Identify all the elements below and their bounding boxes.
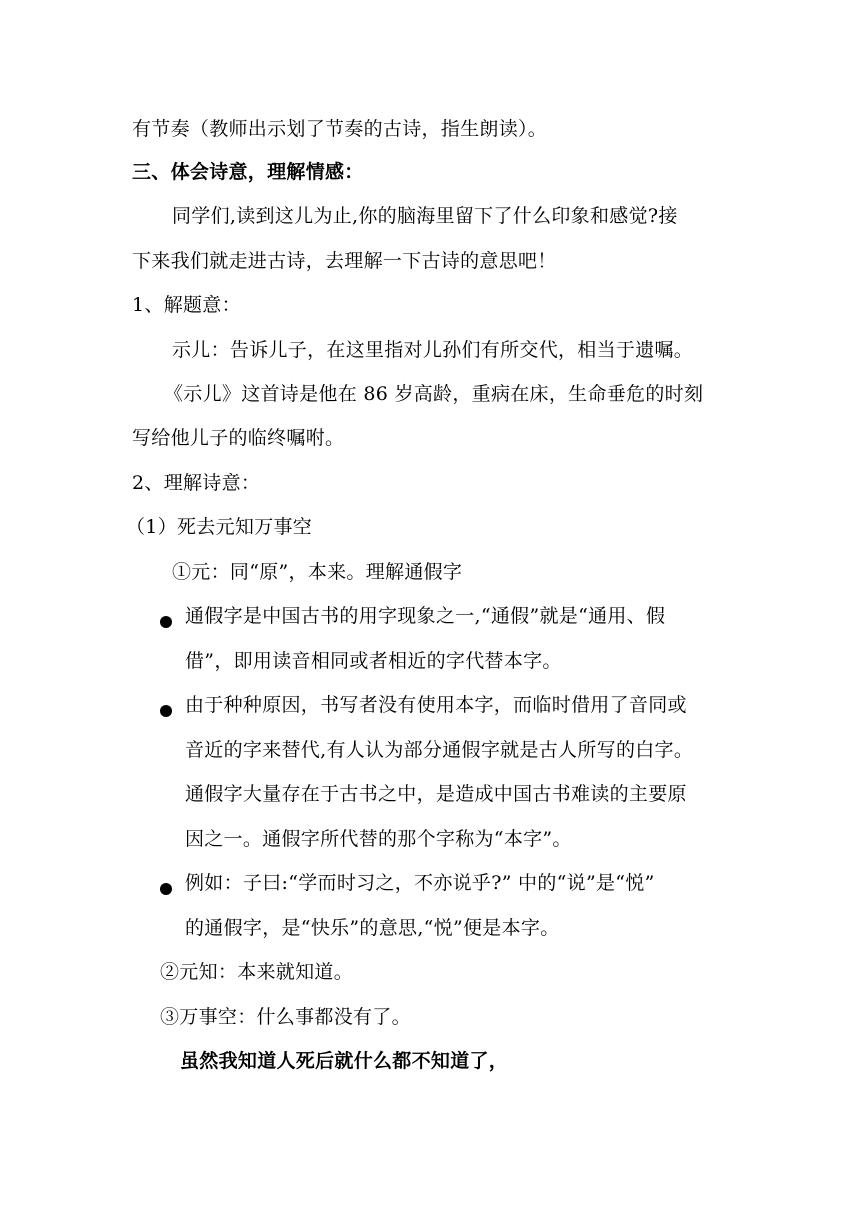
- bullet-icon: [160, 883, 172, 895]
- subheading-2: 2、理解诗意：: [132, 472, 261, 494]
- bullet-icon: [160, 705, 172, 717]
- bullet-text: 借”，即用读音相同或者相近的字代替本字。: [185, 650, 562, 672]
- text-line: ①元：同“原”，本来。理解通假字: [172, 561, 463, 583]
- bullet-text: 通假字大量存在于古书之中，是造成中国古书难读的主要原: [185, 783, 687, 805]
- bullet-text: 通假字是中国古书的用字现象之一,“通假”就是“通用、假: [185, 605, 666, 627]
- bullet-text: 的通假字，是“快乐”的意思,“悦”便是本字。: [185, 917, 560, 939]
- bullet-icon: [160, 616, 172, 628]
- bullet-text: 音近的字来替代,有人认为部分通假字就是古人所写的白字。: [185, 739, 694, 761]
- bullet-text: 例如：子曰:“学而时习之，不亦说乎?” 中的“说”是“悦”: [185, 872, 655, 894]
- text-line: 示儿：告诉儿子，在这里指对儿孙们有所交代，相当于遗嘱。: [172, 339, 694, 361]
- bullet-text: 因之一。通假字所代替的那个字称为“本字”。: [185, 828, 572, 850]
- subheading-1: 1、解题意：: [132, 294, 241, 316]
- text-line: ③万事空：什么事都没有了。: [160, 1006, 411, 1028]
- text-line: 有节奏（教师出示划了节奏的古诗，指生朗读）。: [132, 118, 548, 140]
- poem-line-heading: （1）死去元知万事空: [126, 516, 313, 538]
- section-heading-3: 三、体会诗意，理解情感：: [132, 161, 364, 183]
- text-line: 同学们,读到这儿为止,你的脑海里留下了什么印象和感觉?接: [172, 205, 678, 227]
- text-line: ②元知：本来就知道。: [160, 961, 354, 983]
- bullet-text: 由于种种原因，书写者没有使用本字，而临时借用了音同或: [185, 694, 687, 716]
- text-line: 下来我们就走进古诗，去理解一下古诗的意思吧！: [132, 250, 557, 272]
- text-line: 《示儿》这首诗是他在 86 岁高龄，重病在床，生命垂危的时刻: [164, 383, 704, 405]
- poem-meaning-line: 虽然我知道人死后就什么都不知道了，: [180, 1050, 509, 1072]
- text-line: 写给他儿子的临终嘱咐。: [132, 427, 345, 449]
